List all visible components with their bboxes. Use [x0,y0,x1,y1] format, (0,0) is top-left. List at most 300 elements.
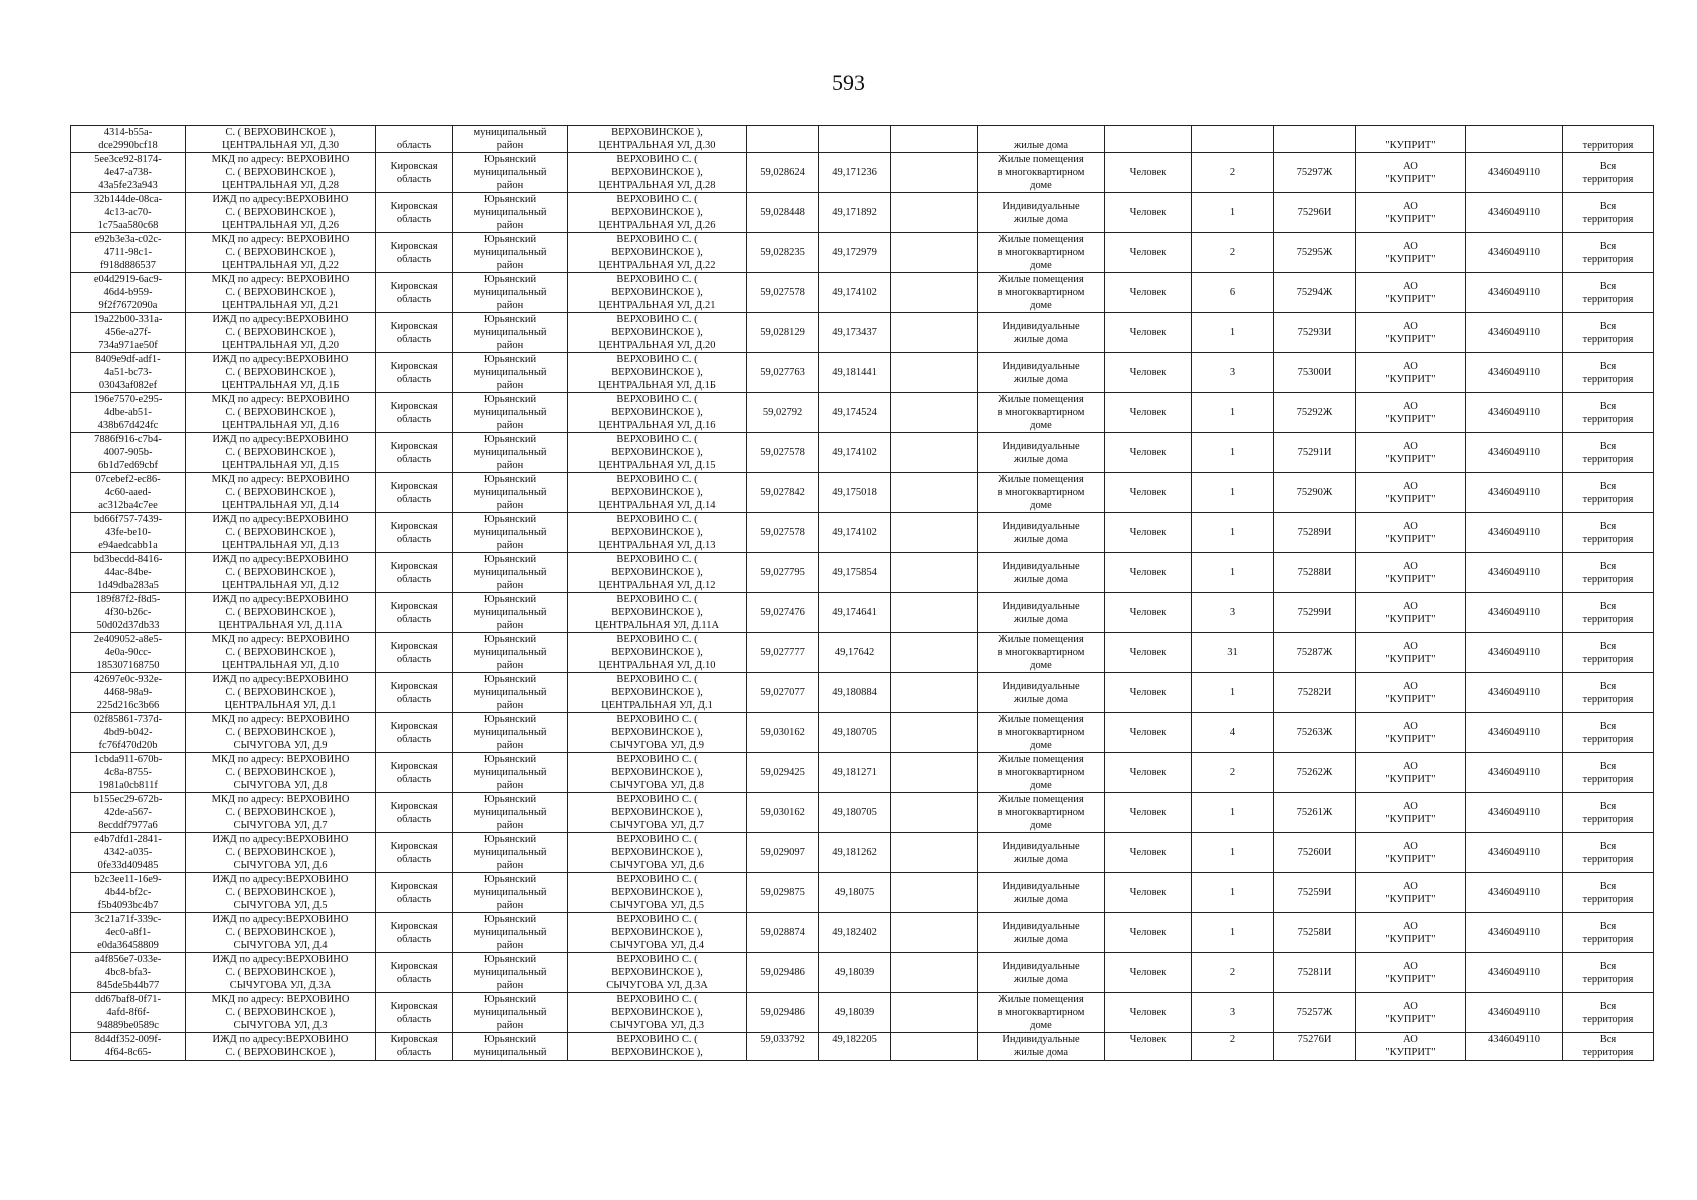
table-cell: 7886f916-c7b4- 4007-905b- 6b1d7ed69cbf [71,433,186,473]
table-cell: ВЕРХОВИНО С. ( ВЕРХОВИНСКОЕ ), [568,1033,747,1061]
table-cell: МКД по адресу: ВЕРХОВИНО С. ( ВЕРХОВИНСКОЕ ), ЦЕНТРАЛЬНАЯ УЛ, Д.28 [186,153,376,193]
table-row [71,833,1654,873]
table-cell: 1 [1192,473,1274,513]
table-cell: 75262Ж [1274,753,1356,793]
table-cell: 59,028874 [747,913,819,953]
table-cell: Кировская область [376,953,453,993]
table-cell: ВЕРХОВИНО С. ( ВЕРХОВИНСКОЕ ), ЦЕНТРАЛЬНАЯ УЛ, Д.13 [568,513,747,553]
table-cell [891,713,978,753]
table-cell: 59,027795 [747,553,819,593]
table-cell: Кировская область [376,593,453,633]
table-cell: 75290Ж [1274,473,1356,513]
table-cell [891,126,978,153]
table-cell: С. ( ВЕРХОВИНСКОЕ ), ЦЕНТРАЛЬНАЯ УЛ, Д.30 [186,126,376,153]
table-cell: область [376,126,453,153]
table-cell: 59,028624 [747,153,819,193]
table-cell: Человек [1105,633,1192,673]
table-cell: Юрьянский муниципальный район [453,713,568,753]
table-cell: МКД по адресу: ВЕРХОВИНО С. ( ВЕРХОВИНСКОЕ ), ЦЕНТРАЛЬНАЯ УЛ, Д.14 [186,473,376,513]
table-cell: АО "КУПРИТ" [1356,873,1466,913]
table-cell: АО "КУПРИТ" [1356,393,1466,433]
table-row [71,126,1654,153]
table-cell: Человек [1105,153,1192,193]
table-cell: 1 [1192,193,1274,233]
table-cell [891,953,978,993]
table-cell: Человек [1105,953,1192,993]
table-cell: 59,027077 [747,673,819,713]
table-cell: ВЕРХОВИНО С. ( ВЕРХОВИНСКОЕ ), СЫЧУГОВА УЛ, Д.8 [568,753,747,793]
table-cell: Кировская область [376,713,453,753]
table-cell: 59,027578 [747,273,819,313]
table-cell: Юрьянский муниципальный район [453,353,568,393]
table-cell: Юрьянский муниципальный район [453,233,568,273]
table-cell: 2 [1192,233,1274,273]
table-cell: Кировская область [376,313,453,353]
table-cell: 59,028448 [747,193,819,233]
table-cell: Человек [1105,353,1192,393]
table-cell: Юрьянский муниципальный район [453,273,568,313]
table-cell: Юрьянский муниципальный район [453,913,568,953]
table-cell: ВЕРХОВИНО С. ( ВЕРХОВИНСКОЕ ), ЦЕНТРАЛЬНАЯ УЛ, Д.22 [568,233,747,273]
table-cell [891,313,978,353]
table-cell: Кировская область [376,1033,453,1061]
table-cell: 49,171892 [819,193,891,233]
table-cell: Индивидуальные жилые дома [978,593,1105,633]
table-cell: Человек [1105,1033,1192,1061]
table-cell: 4346049110 [1466,673,1563,713]
table-cell: 59,030162 [747,793,819,833]
table-cell: Жилые помещения в многоквартирном доме [978,633,1105,673]
table-cell [891,153,978,193]
table-cell: АО "КУПРИТ" [1356,473,1466,513]
table-cell: Индивидуальные жилые дома [978,513,1105,553]
table-cell: Человек [1105,593,1192,633]
table-cell: ИЖД по адресу:ВЕРХОВИНО С. ( ВЕРХОВИНСКОЕ ), ЦЕНТРАЛЬНАЯ УЛ, Д.26 [186,193,376,233]
table-cell: Кировская область [376,833,453,873]
table-cell: 1 [1192,873,1274,913]
table-cell: ВЕРХОВИНО С. ( ВЕРХОВИНСКОЕ ), ЦЕНТРАЛЬНАЯ УЛ, Д.28 [568,153,747,193]
table-cell: Кировская область [376,473,453,513]
table-row [71,913,1654,953]
table-row [71,233,1654,273]
table-cell: Человек [1105,793,1192,833]
table-cell: b2c3ee11-16e9- 4b44-bf2c- f5b4093bc4b7 [71,873,186,913]
table-cell [891,473,978,513]
table-cell: Человек [1105,393,1192,433]
table-cell: 3 [1192,353,1274,393]
table-cell: 75282И [1274,673,1356,713]
table-cell: МКД по адресу: ВЕРХОВИНО С. ( ВЕРХОВИНСКОЕ ), ЦЕНТРАЛЬНАЯ УЛ, Д.22 [186,233,376,273]
table-cell: ИЖД по адресу:ВЕРХОВИНО С. ( ВЕРХОВИНСКОЕ ), СЫЧУГОВА УЛ, Д.4 [186,913,376,953]
table-cell: Юрьянский муниципальный район [453,953,568,993]
table-cell: 49,17642 [819,633,891,673]
table-cell: ИЖД по адресу:ВЕРХОВИНО С. ( ВЕРХОВИНСКОЕ ), ЦЕНТРАЛЬНАЯ УЛ, Д.20 [186,313,376,353]
table-cell: МКД по адресу: ВЕРХОВИНО С. ( ВЕРХОВИНСКОЕ ), СЫЧУГОВА УЛ, Д.9 [186,713,376,753]
table-cell: АО "КУПРИТ" [1356,753,1466,793]
table-cell: Юрьянский муниципальный район [453,193,568,233]
table-row [71,593,1654,633]
table-cell: Вся территория [1563,313,1654,353]
table-cell: Человек [1105,873,1192,913]
table-cell: АО "КУПРИТ" [1356,193,1466,233]
table-cell: 1 [1192,553,1274,593]
table-cell: АО "КУПРИТ" [1356,713,1466,753]
table-cell [891,273,978,313]
table-cell: 75276И [1274,1033,1356,1061]
table-cell: 59,028235 [747,233,819,273]
table-cell [891,433,978,473]
table-cell: 59,030162 [747,713,819,753]
table-cell: 49,180705 [819,713,891,753]
table-cell: Юрьянский муниципальный район [453,513,568,553]
table-cell: Человек [1105,913,1192,953]
table-cell: АО "КУПРИТ" [1356,993,1466,1033]
table-cell: Жилые помещения в многоквартирном доме [978,273,1105,313]
table-cell: АО "КУПРИТ" [1356,793,1466,833]
table-cell: ВЕРХОВИНО С. ( ВЕРХОВИНСКОЕ ), ЦЕНТРАЛЬНАЯ УЛ, Д.20 [568,313,747,353]
table-cell [1274,126,1356,153]
table-cell: Жилые помещения в многоквартирном доме [978,713,1105,753]
table-cell: 8d4df352-009f- 4f64-8c65- [71,1033,186,1061]
table-cell: 49,180884 [819,673,891,713]
table-cell [891,873,978,913]
table-cell: 49,174641 [819,593,891,633]
table-cell: муниципальный район [453,126,568,153]
table-cell: АО "КУПРИТ" [1356,233,1466,273]
table-row [71,753,1654,793]
table-row [71,353,1654,393]
table-cell: Жилые помещения в многоквартирном доме [978,153,1105,193]
table-cell: ВЕРХОВИНО С. ( ВЕРХОВИНСКОЕ ), СЫЧУГОВА УЛ, Д.3А [568,953,747,993]
table-cell: 4346049110 [1466,153,1563,193]
table-cell: 75300И [1274,353,1356,393]
table-cell: Кировская область [376,873,453,913]
table-row [71,273,1654,313]
table-cell: 59,033792 [747,1033,819,1061]
table-cell: Индивидуальные жилые дома [978,313,1105,353]
table-cell: Жилые помещения в многоквартирном доме [978,233,1105,273]
table-cell: жилые дома [978,126,1105,153]
table-cell: dd67baf8-0f71- 4afd-8f6f- 94889be0589c [71,993,186,1033]
table-cell: Вся территория [1563,953,1654,993]
table-cell: Человек [1105,473,1192,513]
table-cell: АО "КУПРИТ" [1356,273,1466,313]
table-cell: Человек [1105,193,1192,233]
table-cell: Юрьянский муниципальный район [453,673,568,713]
table-cell: 2 [1192,753,1274,793]
table-cell: Человек [1105,273,1192,313]
table-cell: Вся территория [1563,913,1654,953]
table-cell [891,753,978,793]
table-cell [891,593,978,633]
table-cell: 49,172979 [819,233,891,273]
table-cell [891,913,978,953]
table-cell: 4346049110 [1466,553,1563,593]
table-cell: 59,027842 [747,473,819,513]
table-cell: 4346049110 [1466,993,1563,1033]
table-cell: 75263Ж [1274,713,1356,753]
table-cell: Юрьянский муниципальный район [453,153,568,193]
table-cell: 4346049110 [1466,793,1563,833]
table-cell: Юрьянский муниципальный район [453,433,568,473]
table-cell [1192,126,1274,153]
table-cell: АО "КУПРИТ" [1356,353,1466,393]
table-cell: 4346049110 [1466,1033,1563,1061]
table-cell: Индивидуальные жилые дома [978,433,1105,473]
table-cell: МКД по адресу: ВЕРХОВИНО С. ( ВЕРХОВИНСКОЕ ), СЫЧУГОВА УЛ, Д.8 [186,753,376,793]
table-cell: 49,18039 [819,953,891,993]
table-cell: Юрьянский муниципальный [453,1033,568,1061]
table-row [71,473,1654,513]
table-cell: Индивидуальные жилые дома [978,193,1105,233]
table-cell: ИЖД по адресу:ВЕРХОВИНО С. ( ВЕРХОВИНСКОЕ ), ЦЕНТРАЛЬНАЯ УЛ, Д.1Б [186,353,376,393]
table-cell: Индивидуальные жилые дома [978,1033,1105,1061]
table-cell [891,633,978,673]
table-cell: Индивидуальные жилые дома [978,673,1105,713]
table-row [71,793,1654,833]
table-cell: 4346049110 [1466,433,1563,473]
table-cell: Кировская область [376,793,453,833]
table-cell: Вся территория [1563,513,1654,553]
table-row [71,433,1654,473]
table-cell: 49,18039 [819,993,891,1033]
table-cell: 49,173437 [819,313,891,353]
table-cell: Кировская область [376,353,453,393]
table-cell: МКД по адресу: ВЕРХОВИНО С. ( ВЕРХОВИНСКОЕ ), ЦЕНТРАЛЬНАЯ УЛ, Д.10 [186,633,376,673]
table-cell: 1 [1192,393,1274,433]
table-cell: Юрьянский муниципальный район [453,633,568,673]
table-cell: 1 [1192,673,1274,713]
table-cell: Жилые помещения в многоквартирном доме [978,473,1105,513]
table-row [71,553,1654,593]
table-cell: Вся территория [1563,193,1654,233]
table-cell: Кировская область [376,433,453,473]
table-cell: 75258И [1274,913,1356,953]
table-cell: 59,029486 [747,993,819,1033]
table-row [71,1033,1654,1061]
table-cell: ВЕРХОВИНСКОЕ ), ЦЕНТРАЛЬНАЯ УЛ, Д.30 [568,126,747,153]
table-cell: Юрьянский муниципальный район [453,873,568,913]
table-cell: Индивидуальные жилые дома [978,353,1105,393]
table-cell: ИЖД по адресу:ВЕРХОВИНО С. ( ВЕРХОВИНСКОЕ ), ЦЕНТРАЛЬНАЯ УЛ, Д.13 [186,513,376,553]
table-cell: 49,180705 [819,793,891,833]
table-row [71,153,1654,193]
table-cell: 49,174102 [819,433,891,473]
table-cell: 75259И [1274,873,1356,913]
table-cell [819,126,891,153]
table-cell: Человек [1105,433,1192,473]
table-row [71,993,1654,1033]
table-cell: Человек [1105,313,1192,353]
table-body [71,126,1654,1061]
table-cell: 49,181441 [819,353,891,393]
table-cell: ИЖД по адресу:ВЕРХОВИНО С. ( ВЕРХОВИНСКОЕ ), СЫЧУГОВА УЛ, Д.6 [186,833,376,873]
table-cell: Вся территория [1563,593,1654,633]
table-cell: e04d2919-6ac9- 46d4-b959- 9f2f7672090a [71,273,186,313]
table-cell: 2e409052-a8e5- 4e0a-90cc- 185307168750 [71,633,186,673]
table-cell: 75291И [1274,433,1356,473]
table-cell: Индивидуальные жилые дома [978,913,1105,953]
table-cell: ВЕРХОВИНО С. ( ВЕРХОВИНСКОЕ ), СЫЧУГОВА УЛ, Д.4 [568,913,747,953]
table-cell: 4346049110 [1466,473,1563,513]
table-cell: 4346049110 [1466,833,1563,873]
table-cell: 49,174102 [819,273,891,313]
table-cell: Индивидуальные жилые дома [978,833,1105,873]
table-cell: Кировская область [376,673,453,713]
table-cell: 1 [1192,833,1274,873]
table-cell: 59,029425 [747,753,819,793]
table-cell: Индивидуальные жилые дома [978,553,1105,593]
table-cell: 49,182205 [819,1033,891,1061]
table-cell: Человек [1105,753,1192,793]
table-cell: Вся территория [1563,233,1654,273]
table-cell: 75289И [1274,513,1356,553]
table-cell: Юрьянский муниципальный район [453,393,568,433]
table-cell: 19a22b00-331a- 456e-a27f- 734a971ae50f [71,313,186,353]
table-cell: 4346049110 [1466,873,1563,913]
table-cell: a4f856e7-033e- 4bc8-bfa3- 845de5b44b77 [71,953,186,993]
table-cell: 1 [1192,913,1274,953]
table-cell: Кировская область [376,513,453,553]
table-cell: Кировская область [376,153,453,193]
table-cell: b155ec29-672b- 42de-a567- 8ecddf7977a6 [71,793,186,833]
table-cell: 1 [1192,313,1274,353]
table-cell: Юрьянский муниципальный район [453,593,568,633]
table-cell: 59,029097 [747,833,819,873]
table-cell: ВЕРХОВИНО С. ( ВЕРХОВИНСКОЕ ), ЦЕНТРАЛЬНАЯ УЛ, Д.10 [568,633,747,673]
table-cell: Вся территория [1563,793,1654,833]
table-cell: e92b3e3a-c02c- 4711-98c1- f918d886537 [71,233,186,273]
table-row [71,633,1654,673]
table-cell: 59,027578 [747,513,819,553]
table-cell: Вся территория [1563,993,1654,1033]
table-cell: Индивидуальные жилые дома [978,873,1105,913]
table-cell: ВЕРХОВИНО С. ( ВЕРХОВИНСКОЕ ), ЦЕНТРАЛЬНАЯ УЛ, Д.1Б [568,353,747,393]
table-cell: ВЕРХОВИНО С. ( ВЕРХОВИНСКОЕ ), СЫЧУГОВА УЛ, Д.7 [568,793,747,833]
table-cell: 59,02792 [747,393,819,433]
table-cell: 75260И [1274,833,1356,873]
table-cell: ВЕРХОВИНО С. ( ВЕРХОВИНСКОЕ ), СЫЧУГОВА УЛ, Д.9 [568,713,747,753]
table-cell: 49,175018 [819,473,891,513]
table-cell: 2 [1192,153,1274,193]
table-cell: ВЕРХОВИНО С. ( ВЕРХОВИНСКОЕ ), СЫЧУГОВА УЛ, Д.5 [568,873,747,913]
table-cell: 4346049110 [1466,393,1563,433]
table-cell: 3 [1192,593,1274,633]
table-cell: Человек [1105,713,1192,753]
table-cell: 4346049110 [1466,233,1563,273]
page-number: 593 [832,70,865,95]
table-cell: 1 [1192,793,1274,833]
table-cell [747,126,819,153]
table-cell: ВЕРХОВИНО С. ( ВЕРХОВИНСКОЕ ), ЦЕНТРАЛЬНАЯ УЛ, Д.11А [568,593,747,633]
table-cell: Человек [1105,993,1192,1033]
table-cell: Юрьянский муниципальный район [453,753,568,793]
table-cell: АО "КУПРИТ" [1356,953,1466,993]
table-cell: 02f85861-737d- 4bd9-b042- fc76f470d20b [71,713,186,753]
table-cell: ВЕРХОВИНО С. ( ВЕРХОВИНСКОЕ ), ЦЕНТРАЛЬНАЯ УЛ, Д.14 [568,473,747,513]
table-cell [891,193,978,233]
table-cell: e4b7dfd1-2841- 4342-a035- 0fe33d409485 [71,833,186,873]
table-cell: Кировская область [376,633,453,673]
table-cell: АО "КУПРИТ" [1356,153,1466,193]
table-cell: ИЖД по адресу:ВЕРХОВИНО С. ( ВЕРХОВИНСКОЕ ), СЫЧУГОВА УЛ, Д.5 [186,873,376,913]
table-cell: АО "КУПРИТ" [1356,913,1466,953]
table-row [71,953,1654,993]
table-cell: 4346049110 [1466,753,1563,793]
table-cell: 59,028129 [747,313,819,353]
table-cell: ИЖД по адресу:ВЕРХОВИНО С. ( ВЕРХОВИНСКОЕ ), ЦЕНТРАЛЬНАЯ УЛ, Д.15 [186,433,376,473]
table-cell: 4346049110 [1466,713,1563,753]
table-cell [891,513,978,553]
table-cell: Юрьянский муниципальный район [453,833,568,873]
table-cell: Вся территория [1563,713,1654,753]
table-cell: АО "КУПРИТ" [1356,313,1466,353]
table-cell: 4346049110 [1466,953,1563,993]
table-cell: Юрьянский муниципальный район [453,313,568,353]
table-cell: Человек [1105,553,1192,593]
table-cell: АО "КУПРИТ" [1356,433,1466,473]
table-cell: 4346049110 [1466,313,1563,353]
table-cell: Вся территория [1563,553,1654,593]
table-cell: 4346049110 [1466,273,1563,313]
table-cell: Вся территория [1563,433,1654,473]
table-cell: 31 [1192,633,1274,673]
table-cell: 8409e9df-adf1- 4a51-bc73- 03043af082ef [71,353,186,393]
table-cell: АО "КУПРИТ" [1356,633,1466,673]
table-cell [891,1033,978,1061]
table-cell: Индивидуальные жилые дома [978,953,1105,993]
table-cell [1466,126,1563,153]
table-cell: 75296И [1274,193,1356,233]
table-row [71,673,1654,713]
table-cell: АО "КУПРИТ" [1356,593,1466,633]
table-row [71,873,1654,913]
table-cell: 2 [1192,1033,1274,1061]
table-cell: МКД по адресу: ВЕРХОВИНО С. ( ВЕРХОВИНСКОЕ ), СЫЧУГОВА УЛ, Д.3 [186,993,376,1033]
table-cell: 59,027476 [747,593,819,633]
table-row [71,193,1654,233]
table-cell: 4346049110 [1466,353,1563,393]
table-cell: Вся территория [1563,833,1654,873]
table-cell: ИЖД по адресу:ВЕРХОВИНО С. ( ВЕРХОВИНСКОЕ ), ЦЕНТРАЛЬНАЯ УЛ, Д.1 [186,673,376,713]
table-cell: 32b144de-08ca- 4c13-ac70- 1c75aa580c68 [71,193,186,233]
table-cell: 2 [1192,953,1274,993]
table-cell: ВЕРХОВИНО С. ( ВЕРХОВИНСКОЕ ), ЦЕНТРАЛЬНАЯ УЛ, Д.16 [568,393,747,433]
table-cell [891,673,978,713]
table-cell: АО "КУПРИТ" [1356,1033,1466,1061]
table-cell: 3c21a71f-339c- 4ec0-a8f1- e0da36458809 [71,913,186,953]
table-cell: 75293И [1274,313,1356,353]
table-cell: Кировская область [376,193,453,233]
table-cell: 4346049110 [1466,513,1563,553]
table-cell: 75292Ж [1274,393,1356,433]
table-cell: 4 [1192,713,1274,753]
table-cell: 4346049110 [1466,593,1563,633]
table-cell: ВЕРХОВИНО С. ( ВЕРХОВИНСКОЕ ), ЦЕНТРАЛЬНАЯ УЛ, Д.1 [568,673,747,713]
table-cell [891,353,978,393]
table-cell: Вся территория [1563,753,1654,793]
table-cell: 1 [1192,513,1274,553]
table-cell: территория [1563,126,1654,153]
table-row [71,393,1654,433]
table-cell: Кировская область [376,753,453,793]
table-cell: 49,18075 [819,873,891,913]
table-cell: Вся территория [1563,1033,1654,1061]
table-cell: 59,027777 [747,633,819,673]
table-cell: ВЕРХОВИНО С. ( ВЕРХОВИНСКОЕ ), ЦЕНТРАЛЬНАЯ УЛ, Д.26 [568,193,747,233]
table-cell: Вся территория [1563,673,1654,713]
table-cell: 59,027763 [747,353,819,393]
